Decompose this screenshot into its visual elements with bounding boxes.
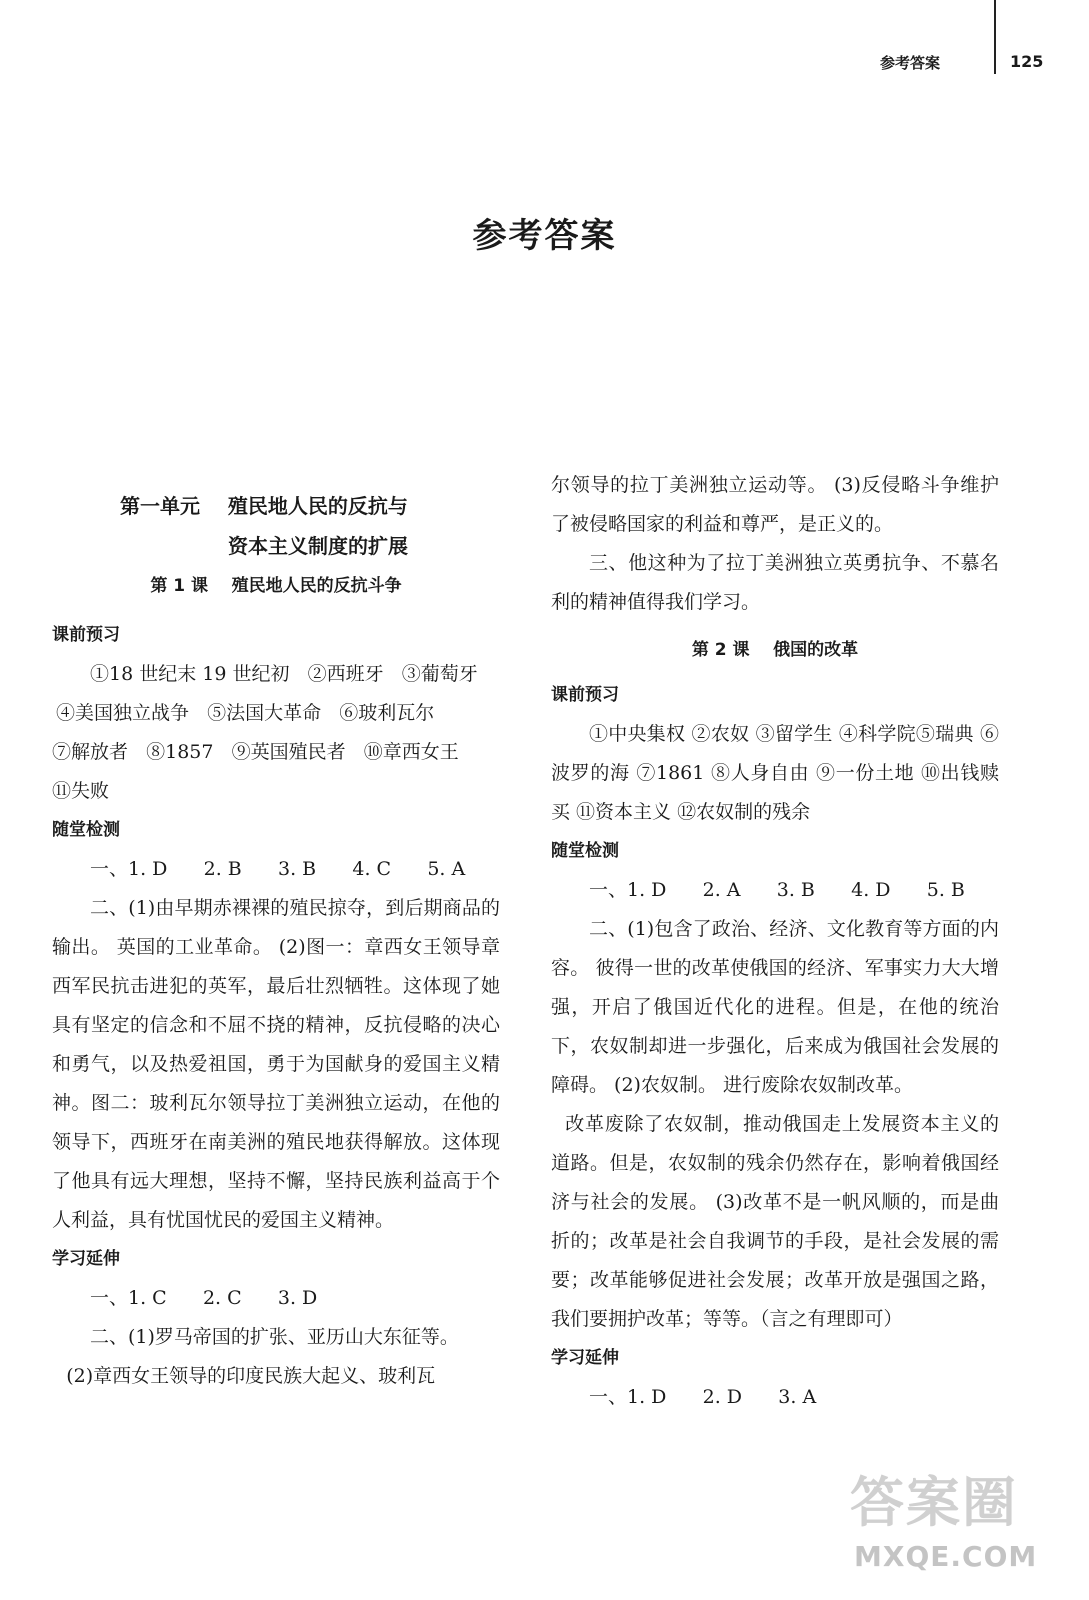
header-divider xyxy=(994,0,996,74)
right-column xyxy=(551,466,999,1417)
unit-title-line1: 第一单元 殖民地人民的反抗与 xyxy=(120,494,408,518)
lesson-1-title: 第 1 课 殖民地人民的反抗斗争 xyxy=(150,576,402,596)
left-column xyxy=(52,466,500,1396)
extend-q3-answer: 三、他这种为了拉丁美洲独立英勇抗争、不慕名利的精神值得我们学习。 xyxy=(551,552,999,613)
unit-title-line2: 资本主义制度的扩展 xyxy=(228,534,408,558)
extend-q2-line1: 二、(1)罗马帝国的扩张、亚历山大东征等。 xyxy=(90,1326,459,1348)
page-number: 125 xyxy=(1010,52,1044,71)
extend-q2-line2: (2)章西女王领导的印度民族大起义、玻利瓦 xyxy=(66,1365,436,1387)
check-mc-answers-2: 一、1. D 2. A 3. B 4. D 5. B xyxy=(589,879,965,901)
watermark xyxy=(850,1460,1070,1590)
check-mc-answers: 一、1. D 2. B 3. B 4. C 5. A xyxy=(90,858,466,880)
section-heading-check-2: 随堂检测 xyxy=(551,841,619,861)
preview-line-2: ④美国独立战争 ⑤法国大革命 ⑥玻利瓦尔 xyxy=(56,702,435,724)
preview-line-4: ⑪失败 xyxy=(52,780,110,802)
check-q2-answer-2: 二、(1)包含了政治、经济、文化教育等方面的内容。 彼得一世的改革使俄国的经济、军事实力大大增强，开启了俄国近代化的进程。但是，在他的统治下，农奴制却进一步强化，后来成为俄国社会发展的障碍。 (2)农奴制。 进行废除农奴制改革。 xyxy=(551,918,999,1096)
preview-line-3: ⑦解放者 ⑧1857 ⑨英国殖民者 ⑩章西女王 xyxy=(52,741,459,763)
watermark-url: MXQE.COM xyxy=(854,1540,1038,1573)
lesson-2-title: 第 2 课 俄国的改革 xyxy=(691,640,859,660)
check-q2-answer: 二、(1)由早期赤裸裸的殖民掠夺，到后期商品的输出。 英国的工业革命。 (2)图一：章西女王领导章西军民抗击进犯的英军，最后壮烈牺牲。这体现了她具有坚定的信念和不屈不挠的精神，反抗侵略的决心和勇气，以及热爱祖国，勇于为国献身的爱国主义精神。图二：玻利瓦尔领导拉丁美洲独立运动，在他的领导下，西班牙在南美洲的殖民地获得解放。这体现了他具有远大理想，坚持不懈，坚持民族利益高于个人利益，具有忧国忧民的爱国主义精神。 xyxy=(52,897,500,1231)
check-q2-answer-2b: 改革废除了农奴制，推动俄国走上发展资本主义的道路。但是，农奴制的残余仍然存在，影响着俄国经济与社会的发展。 (3)改革不是一帆风顺的，而是曲折的；改革是社会自我调节的手段，是社会发展的需要；改革能够促进社会发展；改革开放是强国之路，我们要拥护改革；等等。（言之有理即可） xyxy=(551,1113,999,1330)
preview-line-1: ①18 世纪末 19 世纪初 ②西班牙 ③葡萄牙 xyxy=(90,663,478,685)
page-title: 参考答案 xyxy=(472,216,617,256)
watermark-logo: 答案圈 xyxy=(850,1471,1018,1534)
extend-mc-answers: 一、1. C 2. C 3. D xyxy=(90,1287,318,1309)
extend-q2-continued: 尔领导的拉丁美洲独立运动等。 (3)反侵略斗争维护了被侵略国家的利益和尊严，是正义的。 xyxy=(551,474,999,535)
section-heading-extend-2: 学习延伸 xyxy=(551,1348,619,1368)
section-heading-preview: 课前预习 xyxy=(52,625,120,645)
preview-answers-2: ①中央集权 ②农奴 ③留学生 ④科学院⑤瑞典 ⑥波罗的海 ⑦1861 ⑧人身自由 ⑨一份土地 ⑩出钱赎买 ⑪资本主义 ⑫农奴制的残余 xyxy=(551,723,999,823)
extend-mc-answers-2: 一、1. D 2. D 3. A xyxy=(589,1386,817,1408)
running-head: 参考答案 xyxy=(880,54,941,72)
section-heading-check: 随堂检测 xyxy=(52,820,120,840)
section-heading-preview-2: 课前预习 xyxy=(551,685,619,705)
unit-title xyxy=(52,486,500,566)
section-heading-extend: 学习延伸 xyxy=(52,1249,120,1269)
